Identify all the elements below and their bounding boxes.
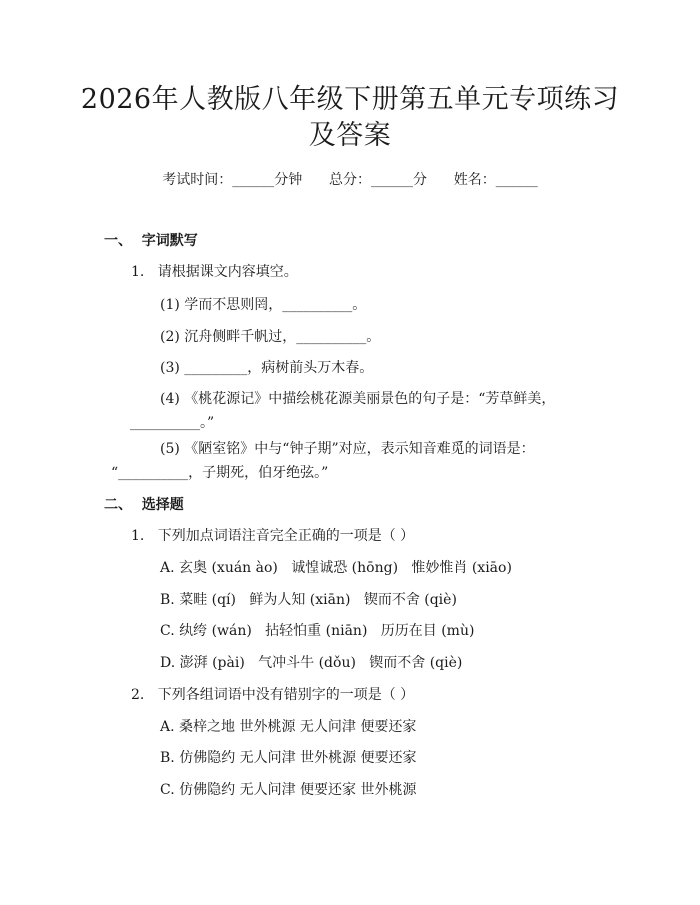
fill-item-3: (3) _________，病树前头万木春。: [160, 360, 374, 376]
choice-question-1-stem: 1. 下列加点词语注音完全正确的一项是（ ）: [131, 528, 415, 544]
section-heading-2: 二、 选择题: [104, 497, 184, 513]
choice-option-1a: A. 玄奥 (xuán ào) 诚惶诚恐 (hōng) 惟妙惟肖 (xiāo): [160, 560, 512, 576]
document-title-line1: 2026年人教版八年级下册第五单元专项练习: [80, 84, 620, 115]
exam-meta: 考试时间：______分钟 总分：______分 姓名：______: [162, 172, 538, 188]
choice-option-2b: B. 仿佛隐约 无人问津 世外桃源 便要还家: [160, 750, 417, 766]
fill-item-1: (1) 学而不思则罔，__________。: [160, 297, 367, 313]
question-1-stem: 1. 请根据课文内容填空。: [131, 264, 298, 280]
fill-item-4-continued: __________。”: [130, 415, 215, 431]
choice-option-1b: B. 菜畦 (qí) 鲜为人知 (xiān) 锲而不舍 (qiè): [160, 592, 457, 608]
document-title-line2: 及答案: [308, 120, 392, 151]
choice-option-2a: A. 桑梓之地 世外桃源 无人问津 便要还家: [160, 719, 417, 735]
fill-item-5-continued: “__________，子期死，伯牙绝弦。”: [111, 465, 329, 481]
choice-option-2c: C. 仿佛隐约 无人问津 便要还家 世外桃源: [160, 782, 417, 798]
choice-option-1c: C. 纨绔 (wán) 拈轻怕重 (niān) 历历在目 (mù): [160, 623, 475, 639]
fill-item-5: (5) 《陋室铭》中与“钟子期”对应，表示知音难觅的词语是：: [160, 441, 535, 457]
choice-option-1d: D. 澎湃 (pài) 气冲斗牛 (dǒu) 锲而不舍 (qiè): [160, 655, 463, 671]
fill-item-2: (2) 沉舟侧畔千帆过，__________。: [160, 329, 381, 345]
choice-question-2-stem: 2. 下列各组词语中没有错别字的一项是（ ）: [131, 687, 415, 703]
fill-item-4: (4) 《桃花源记》中描绘桃花源美丽景色的句子是：“芳草鲜美，: [160, 391, 556, 407]
section-heading-1: 一、 字词默写: [104, 233, 198, 249]
